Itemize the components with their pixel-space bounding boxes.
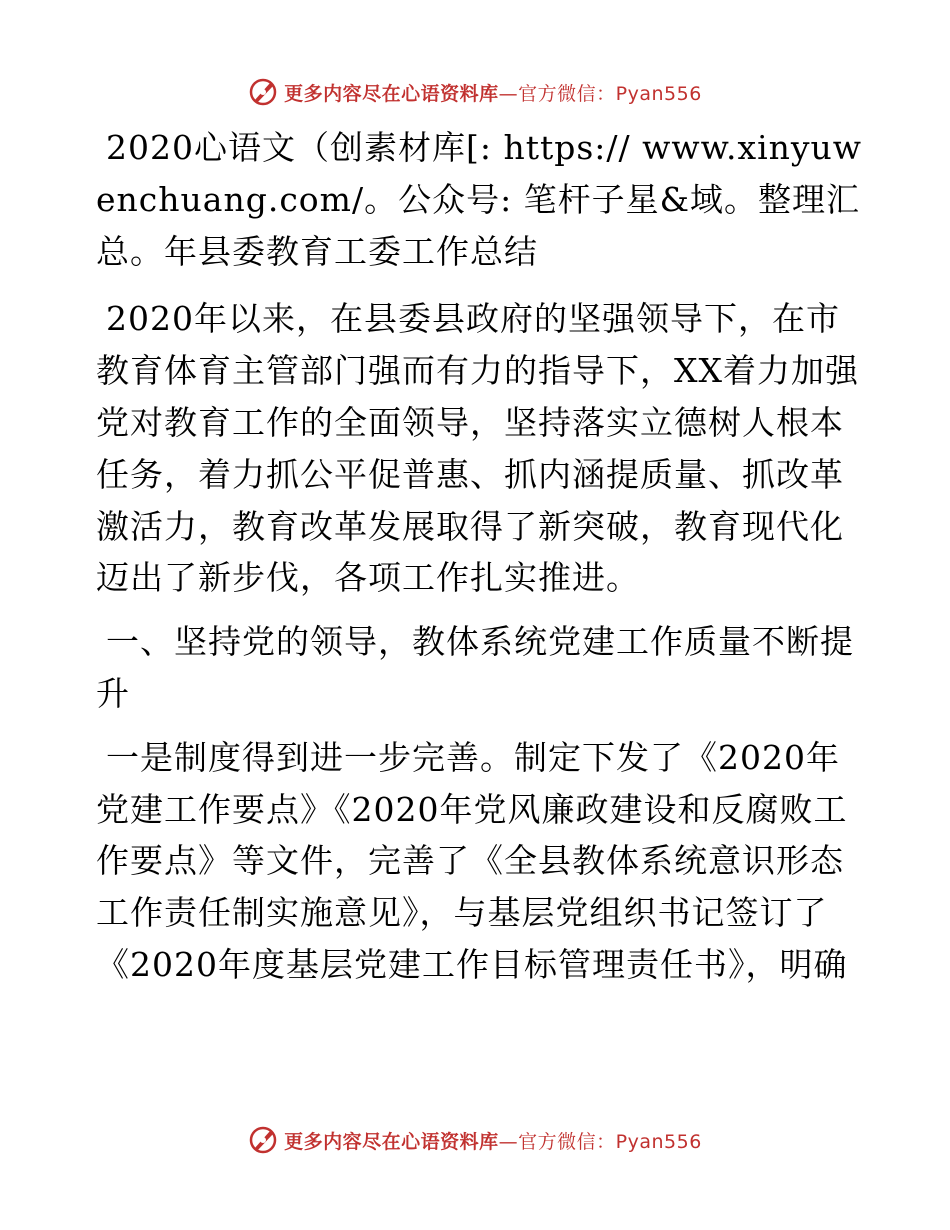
title-paragraph: 2020心语文（创素材库[: https:// www.xinyuwenchuang.com/。公众号: 笔杆子星&域。整理汇总。年县委教育工委工作总结 (96, 128, 863, 271)
footer-banner (0, 1120, 950, 1160)
banner-wechat-text: 官方微信：Pyan556 (518, 1130, 702, 1153)
banner-separator: — (498, 1130, 519, 1153)
pen-logo-icon (248, 1125, 278, 1155)
pen-logo-icon (248, 77, 278, 107)
banner-wechat-text: 官方微信：Pyan556 (518, 82, 702, 105)
banner-main-text: 更多内容尽在心语资料库 (284, 82, 499, 105)
body-paragraph: 一是制度得到进一步完善。制定下发了《2020年党建工作要点》《2020年党风廉政建设和反腐败工作要点》等文件，完善了《全县教体系统意识形态工作责任制实施意见》，与基层党组织书记签订了《2020年度基层党建工作目标管理责任书》，明确 (96, 737, 848, 984)
banner-main-text: 更多内容尽在心语资料库 (284, 1130, 499, 1153)
intro-paragraph: 2020年以来，在县委县政府的坚强领导下，在市教育体育主管部门强而有力的指导下，XX着力加强党对教育工作的全面领导，坚持落实立德树人根本任务，着力抓公平促普惠、抓内涵提质量、抓改革激活力，教育改革发展取得了新突破，教育现代化迈出了新步伐，各项工作扎实推进。 (96, 299, 859, 598)
header-banner (0, 72, 950, 112)
document-body (96, 122, 866, 1003)
banner-separator: — (498, 82, 519, 105)
section-heading: 一、坚持党的领导，教体系统党建工作质量不断提升 (96, 622, 854, 713)
